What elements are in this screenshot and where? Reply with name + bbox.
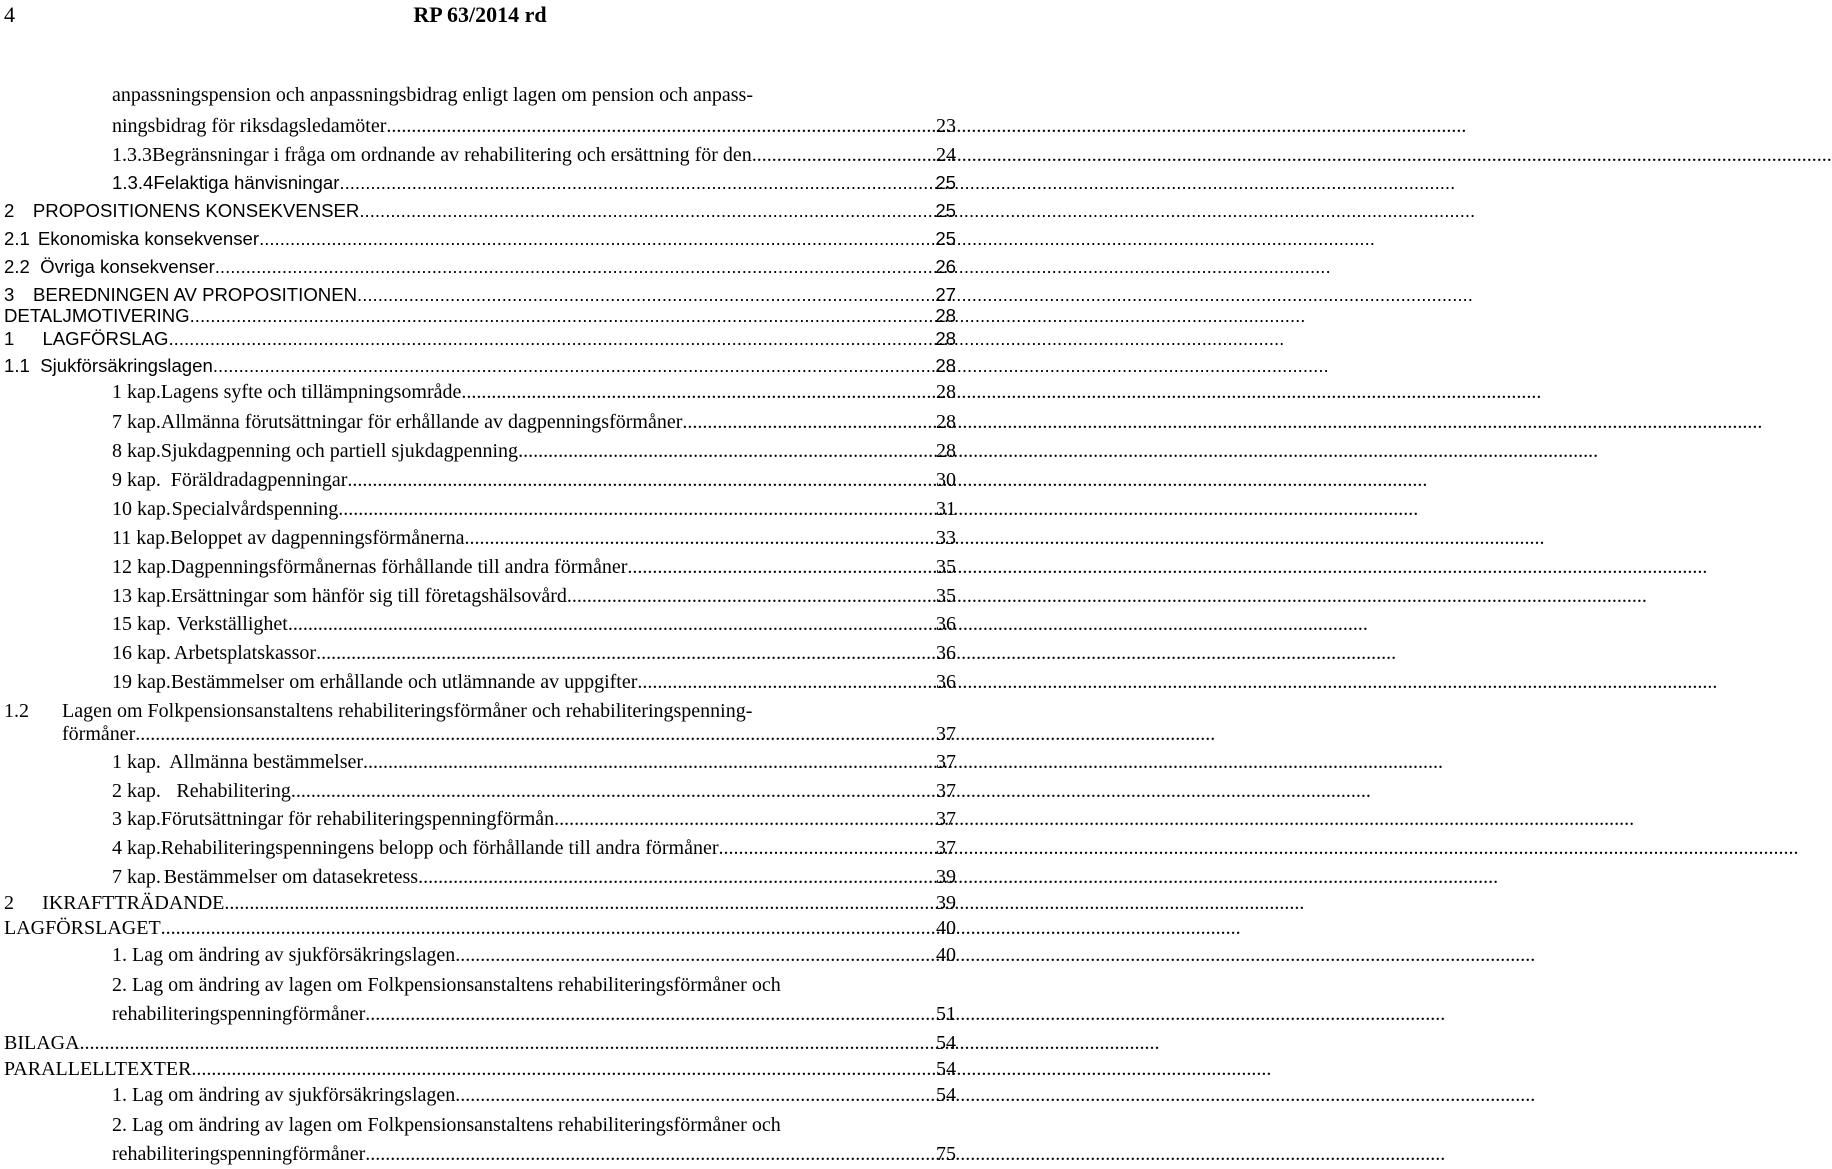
toc-dot-leader (365, 999, 935, 1029)
toc-entry (112, 377, 956, 407)
toc-chapter-label: 9 kap. (112, 469, 161, 491)
toc-entry-title: PROPOSITIONENS KONSEKVENSER (32, 200, 360, 221)
toc-page-number: 39 (936, 866, 956, 888)
toc-entry-title: Rehabiliteringspenningens belopp och förhållande till andra förmåner (160, 837, 719, 859)
toc-dot-leader (339, 168, 934, 198)
toc-entry (112, 833, 956, 863)
toc-chapter-label: 3 kap. (112, 808, 161, 830)
toc-section-number: 2.1 (4, 228, 30, 249)
toc-entry-title: BEREDNINGEN AV PROPOSITIONEN (32, 284, 358, 305)
toc-dot-leader (161, 913, 935, 943)
toc-dot-leader (316, 638, 935, 668)
toc-entry (112, 638, 956, 668)
toc-dot-leader (461, 377, 935, 407)
toc-entry-title: Bestämmelser om datasekretess (163, 866, 419, 888)
toc-entry-title: Allmänna förutsättningar för erhållande av dagpenningsförmåner (160, 411, 683, 433)
toc-dot-leader (465, 523, 936, 553)
toc-entry-title: Specialvårdspenning (171, 498, 339, 520)
toc-section-number: 3 (4, 284, 15, 305)
toc-dot-leader (215, 252, 935, 282)
toc-chapter-label: 1 kap. (112, 381, 161, 403)
page-number: 4 (4, 2, 15, 27)
toc-page-number: 24 (936, 144, 956, 166)
toc-page-number: 36 (936, 671, 956, 693)
toc-dot-leader (169, 324, 935, 354)
toc-page-number: 39 (936, 892, 956, 914)
toc-page-number: 25 (935, 228, 956, 249)
toc-entry-title: Allmänna bestämmelser (169, 751, 364, 773)
toc-chapter-label: 13 kap. (112, 585, 171, 607)
toc-entry-title: rehabiliteringspenningförmåner (112, 1003, 366, 1025)
toc-section-number: 1 (4, 328, 15, 349)
toc-dot-leader (363, 747, 935, 777)
toc-dot-leader (682, 407, 935, 437)
toc-entry-title: förmåner (62, 723, 136, 745)
toc-entry (112, 1080, 956, 1110)
toc-dot-leader (288, 609, 935, 639)
toc-entry-title: Ekonomiska konsekvenser (37, 228, 260, 249)
toc-dot-leader (637, 667, 935, 697)
toc-entry (4, 252, 956, 282)
toc-entry-title: Rehabilitering (176, 780, 291, 802)
toc-entry-title: Sjukförsäkringslagen (40, 355, 213, 376)
document-title: RP 63/2014 rd (413, 2, 547, 27)
toc-entry (112, 494, 956, 524)
toc-page-number: 36 (936, 613, 956, 635)
toc-section-number: 1.3.3 (112, 144, 152, 166)
toc-dot-leader (259, 224, 934, 254)
toc-section-number: 1.1 (4, 355, 30, 376)
toc-entry-title: DETALJMOTIVERING (4, 305, 190, 326)
toc-entry (112, 667, 956, 697)
toc-entry-title: Lagens syfte och tillämpningsområde (160, 381, 462, 403)
toc-page-number: 54 (936, 1084, 956, 1106)
toc-entry (112, 970, 956, 1000)
toc-dot-leader (135, 719, 935, 749)
toc-chapter-label: 7 kap. (112, 411, 161, 433)
toc-entry-title: Bestämmelser om erhållande och utlämnande av uppgifter (170, 671, 638, 693)
toc-entry-title: Förutsättningar för rehabiliteringspenningförmån (160, 808, 555, 830)
toc-dot-leader (359, 196, 934, 226)
toc-entry (4, 196, 956, 226)
toc-entry (112, 581, 956, 611)
toc-page-number: 37 (936, 837, 956, 859)
toc-entry (112, 1110, 956, 1140)
toc-page-number: 54 (936, 1058, 956, 1080)
toc-entry-title: Begränsningar i fråga om ordnande av rehabilitering och ersättning för den (152, 144, 752, 166)
toc-entry-title: 2. Lag om ändring av lagen om Folkpensionsanstaltens rehabiliteringsförmåner och (112, 974, 781, 996)
toc-entry-title: anpassningspension och anpassningsbidrag enligt lagen om pension och anpass- (112, 84, 753, 106)
toc-dot-leader (291, 776, 935, 806)
toc-entry (112, 140, 956, 170)
toc-entry-title: Beloppet av dagpenningsförmånerna (170, 527, 465, 549)
toc-page-number: 27 (935, 284, 956, 305)
toc-entry-title: Övriga konsekvenser (40, 256, 215, 277)
toc-entry-title: Sjukdagpenning och partiell sjukdagpenning (160, 440, 519, 462)
toc-entry (112, 465, 956, 495)
toc-dot-leader (338, 494, 935, 524)
toc-entry-title: LAGFÖRSLAGET (4, 917, 161, 939)
toc-dot-leader (554, 804, 935, 834)
toc-section-number: 2 (4, 892, 14, 914)
toc-entry-title: Arbetsplatskassor (173, 642, 317, 664)
toc-page-number: 37 (936, 751, 956, 773)
toc-dot-leader (455, 940, 935, 970)
toc-chapter-label: 11 kap. (112, 527, 171, 549)
toc-entry-title: 1. Lag om ändring av sjukförsäkringslagen (112, 944, 456, 966)
toc-entry (112, 747, 956, 777)
toc-page-number: 28 (936, 440, 956, 462)
toc-entry-title: ningsbidrag för riksdagsledamöter (112, 115, 387, 137)
toc-entry (112, 80, 956, 110)
toc-section-number: 1.3.4 (112, 172, 154, 193)
toc-section-number: 2 (4, 200, 15, 221)
toc-page-number: 40 (936, 944, 956, 966)
toc-entry-title: 2. Lag om ändring av lagen om Folkpensionsanstaltens rehabiliteringsförmåner och (112, 1114, 781, 1136)
toc-entry-title: Föräldradagpenningar (170, 469, 348, 491)
toc-entry-title: Dagpenningsförmånernas förhållande till andra förmåner (170, 556, 628, 578)
toc-entry (112, 523, 956, 553)
toc-page-number: 37 (936, 808, 956, 830)
toc-entry (112, 1139, 956, 1169)
toc-entry-title: Lagen om Folkpensionsanstaltens rehabiliteringsförmåner och rehabiliteringspenning- (62, 700, 753, 722)
toc-entry (4, 324, 956, 354)
toc-chapter-label: 1 kap. (112, 751, 161, 773)
toc-page-number: 40 (936, 917, 956, 939)
toc-page-number: 35 (936, 556, 956, 578)
toc-page-number: 31 (936, 498, 956, 520)
toc-entry (62, 719, 956, 749)
toc-page-number: 23 (936, 115, 956, 137)
toc-entry-title: BILAGA (4, 1032, 80, 1054)
toc-section-number: 1.2 (4, 700, 29, 722)
toc-page-number: 51 (936, 1003, 956, 1025)
toc-page-number: 28 (936, 411, 956, 433)
toc-entry (112, 111, 956, 141)
toc-section-number: 2.2 (4, 256, 30, 277)
toc-chapter-label: 16 kap. (112, 642, 171, 664)
toc-chapter-label: 4 kap. (112, 837, 161, 859)
toc-chapter-label: 8 kap. (112, 440, 161, 462)
toc-page-number: 75 (936, 1143, 956, 1165)
toc-entry (112, 804, 956, 834)
toc-dot-leader (752, 140, 935, 170)
toc-entry-title: Ersättningar som hänför sig till företagshälsovård (170, 585, 567, 607)
toc-dot-leader (518, 436, 935, 466)
toc-page-number: 37 (936, 723, 956, 745)
toc-page-number: 33 (936, 527, 956, 549)
toc-dot-leader (386, 111, 935, 141)
toc-page-number: 28 (935, 305, 956, 326)
toc-entry (112, 940, 956, 970)
toc-page-number: 26 (935, 256, 956, 277)
toc-entry (4, 224, 956, 254)
toc-chapter-label: 7 kap. (112, 866, 161, 888)
toc-entry (112, 436, 956, 466)
toc-entry-title: Felaktiga hänvisningar (153, 172, 340, 193)
toc-page-number: 37 (936, 780, 956, 802)
toc-chapter-label: 19 kap. (112, 671, 171, 693)
toc-entry (112, 999, 956, 1029)
toc-dot-leader (719, 833, 936, 863)
toc-dot-leader (567, 581, 935, 611)
toc-entry (112, 168, 956, 198)
toc-page-number: 36 (936, 642, 956, 664)
toc-page-number: 28 (935, 328, 956, 349)
toc-page-number: 28 (936, 381, 956, 403)
toc-entry-title: rehabiliteringspenningförmåner (112, 1143, 366, 1165)
toc-page-number: 30 (936, 469, 956, 491)
toc-chapter-label: 15 kap. (112, 613, 171, 635)
toc-entry (112, 407, 956, 437)
toc-page-number: 35 (936, 585, 956, 607)
toc-entry (112, 552, 956, 582)
toc-entry (4, 913, 956, 943)
toc-chapter-label: 2 kap. (112, 780, 161, 802)
toc-entry-title: PARALLELLTEXTER (4, 1058, 192, 1080)
toc-entry-title: IKRAFTTRÄDANDE (42, 892, 225, 914)
toc-entry (112, 776, 956, 806)
toc-entry-title: Verkställighet (176, 613, 288, 635)
toc-chapter-label: 12 kap. (112, 556, 171, 578)
toc-dot-leader (627, 552, 935, 582)
toc-entry-title: LAGFÖRSLAG (42, 328, 169, 349)
toc-entry (112, 609, 956, 639)
toc-chapter-label: 10 kap. (112, 498, 171, 520)
toc-page-number: 54 (936, 1032, 956, 1054)
toc-dot-leader (347, 465, 935, 495)
toc-entry-title: 1. Lag om ändring av sjukförsäkringslagen (112, 1084, 456, 1106)
toc-dot-leader (455, 1080, 935, 1110)
toc-page-number: 25 (935, 172, 956, 193)
toc-dot-leader (365, 1139, 935, 1169)
toc-page-number: 28 (935, 355, 956, 376)
toc-page-number: 25 (935, 200, 956, 221)
